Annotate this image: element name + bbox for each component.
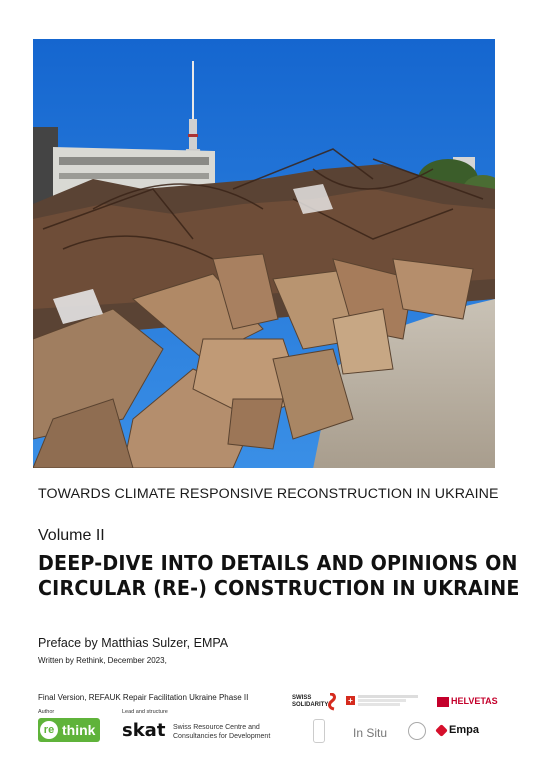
helvetas-logo (437, 696, 498, 707)
swiss-solidarity-line-1: SWISS (292, 695, 312, 701)
rethink-logo (38, 718, 100, 742)
rubble-photo-illustration (33, 39, 495, 468)
written-by: Written by Rethink, December 2023, (38, 656, 167, 665)
volume-label: Volume II (38, 527, 105, 544)
skat-logo: skat (122, 720, 166, 741)
title-line-2: CIRCULAR (RE-) CONSTRUCTION IN UKRAINE (38, 576, 520, 600)
title-line-1: DEEP-DIVE INTO DETAILS AND OPINIONS ON (38, 551, 518, 575)
swiss-solidarity-mark-icon (323, 693, 337, 711)
rethink-wordmark: think (62, 722, 96, 738)
preface-credit: Preface by Matthias Sulzer, EMPA (38, 636, 229, 650)
in-situ-logo: In Situ (353, 726, 388, 740)
empa-wordmark: Empa (449, 724, 479, 736)
swiss-solidarity-line-2: SOLIDARITY (292, 702, 329, 708)
empa-mark-icon (435, 724, 448, 737)
final-version-note: Final Version, REFAUK Repair Facilitation Ukraine Phase II (38, 693, 249, 702)
lead-label: Lead and structure (122, 709, 168, 715)
rethink-mark: re (40, 721, 58, 739)
skat-description (173, 723, 270, 741)
cover-photo-rubble (33, 39, 495, 468)
empa-logo (437, 724, 479, 736)
author-label: Author (38, 709, 55, 715)
series-title: TOWARDS CLIMATE RESPONSIVE RECONSTRUCTION IN UKRAINE (38, 486, 499, 502)
faint-logo-mark-icon (313, 719, 325, 743)
helvetas-wordmark: HELVETAS (451, 696, 498, 706)
helvetas-mark-icon (437, 697, 449, 707)
document-title (38, 551, 520, 601)
swiss-cross-icon: + (346, 696, 355, 705)
swiss-confederation-logo-text (358, 695, 418, 706)
skat-desc-line-1: Swiss Resource Centre and (173, 724, 260, 731)
skat-desc-line-2: Consultancies for Development (173, 733, 271, 740)
circular-logo-icon (408, 722, 426, 740)
